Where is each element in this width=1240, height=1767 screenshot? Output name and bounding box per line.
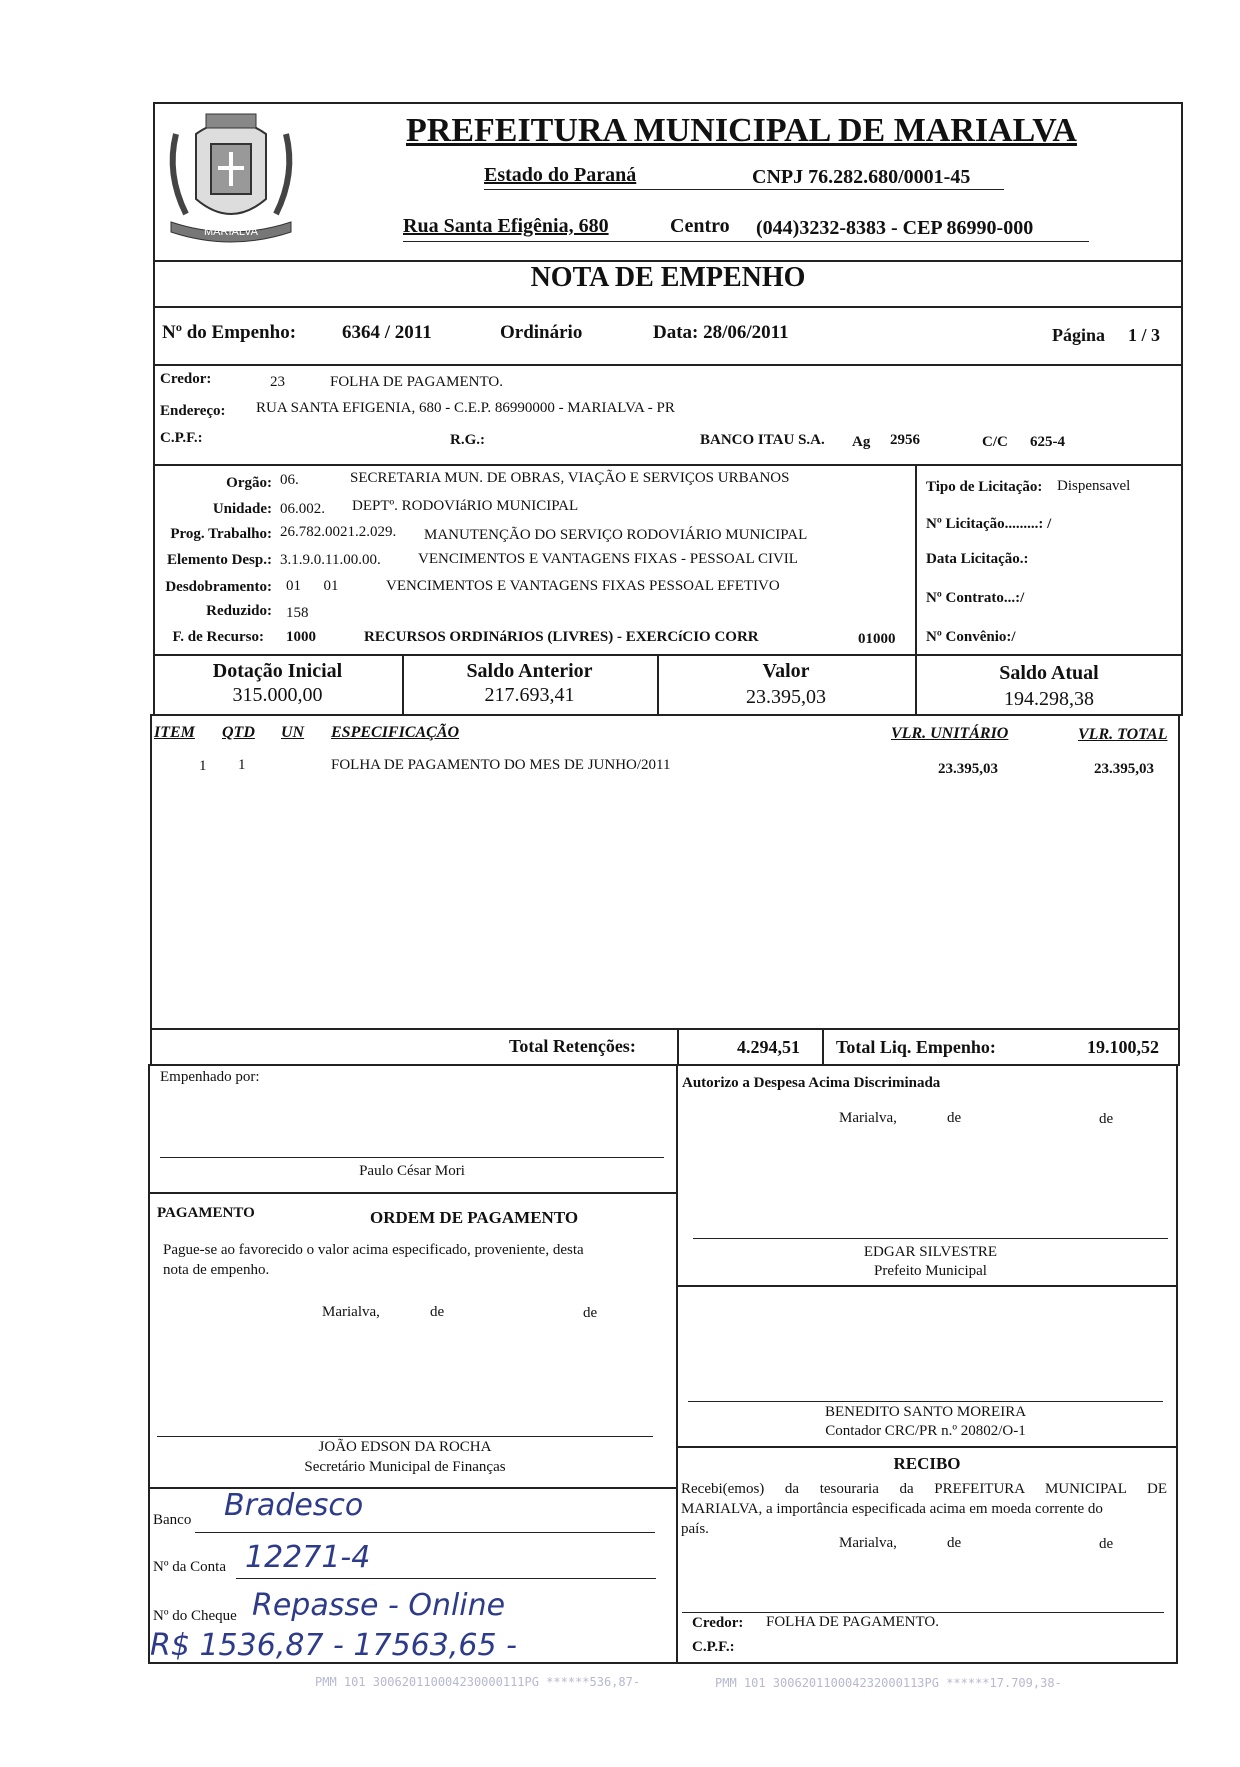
- recibo-texto-2: MARIALVA, a importância especificada acima em moeda corrente do: [681, 1501, 1103, 1517]
- unidade-code: 06.002.: [280, 501, 325, 517]
- convenio-number: Nº Convênio:/: [926, 629, 1016, 645]
- elemento: VENCIMENTOS E VANTAGENS FIXAS - PESSOAL CIVIL: [418, 551, 798, 567]
- recibo-de-2: de: [1099, 1536, 1114, 1552]
- bank-name: BANCO ITAU S.A.: [700, 432, 825, 448]
- recibo-local: Marialva,: [839, 1535, 897, 1551]
- col-item: ITEM: [154, 724, 195, 741]
- recibo-credor-label: Credor:: [692, 1615, 744, 1631]
- authentication-stamp-right: PMM 101 300620110004232000113PG ******17.709,38-: [715, 1676, 1062, 1690]
- desdobramento-code: 01 01: [286, 578, 339, 594]
- extra-handwritten: R$ 1536,87 - 17563,65 -: [150, 1628, 517, 1663]
- phone-cep: (044)3232-8383 - CEP 86990-000: [756, 217, 1034, 239]
- credor-label: Credor:: [160, 371, 212, 387]
- unidade: DEPTº. RODOVIáRIO MUNICIPAL: [352, 498, 579, 514]
- endereco-label: Endereço:: [160, 403, 226, 419]
- pagamento-nome: JOÃO EDSON DA ROCHA: [318, 1439, 492, 1455]
- retencoes-value: 4.294,51: [737, 1037, 800, 1057]
- page-number: 1 / 3: [1128, 325, 1161, 345]
- banco-handwritten: Bradesco: [224, 1488, 364, 1523]
- cc-number: 625-4: [1030, 434, 1065, 450]
- saldo-anterior-label: Saldo Anterior: [466, 660, 593, 682]
- state-label: Estado do Paraná: [484, 164, 637, 186]
- licitacao-date: Data Licitação.:: [926, 551, 1029, 567]
- recibo-label: RECIBO: [893, 1454, 961, 1473]
- col-unit: VLR. UNITÁRIO: [891, 725, 1009, 742]
- municipality-title: PREFEITURA MUNICIPAL DE MARIALVA: [406, 112, 1077, 149]
- unidade-label: Unidade:: [212, 501, 272, 517]
- recurso-label: F. de Recurso:: [172, 629, 264, 645]
- licitacao-type: Dispensavel: [1057, 478, 1131, 494]
- conta-handwritten: 12271-4: [245, 1540, 371, 1575]
- saldo-atual: 194.298,38: [1004, 688, 1094, 710]
- cheque-label: Nº do Cheque: [153, 1608, 237, 1624]
- pagamento-cargo: Secretário Municipal de Finanças: [304, 1459, 506, 1475]
- cc-label: C/C: [982, 434, 1008, 450]
- row-item: 1: [199, 758, 207, 774]
- ordem-pagamento: ORDEM DE PAGAMENTO: [370, 1208, 579, 1227]
- contrato-number: Nº Contrato...:/: [926, 590, 1025, 606]
- empenho-type: Ordinário: [500, 322, 583, 343]
- retencoes-label: Total Retenções:: [509, 1036, 636, 1056]
- prog-code: 26.782.0021.2.029.: [280, 524, 397, 540]
- municipal-crest-icon: [156, 104, 306, 254]
- col-qtd: QTD: [222, 724, 255, 741]
- orgao-code: 06.: [280, 472, 299, 488]
- licitacao-type-label: Tipo de Licitação:: [926, 479, 1043, 495]
- credor-name: FOLHA DE PAGAMENTO.: [330, 374, 503, 390]
- desdobramento: VENCIMENTOS E VANTAGENS FIXAS PESSOAL EFETIVO: [386, 578, 780, 594]
- liquido-label: Total Liq. Empenho:: [836, 1037, 996, 1057]
- crest-text: MARIALVA: [204, 226, 258, 238]
- col-total: VLR. TOTAL: [1078, 726, 1168, 743]
- recurso: RECURSOS ORDINáRIOS (LIVRES) - EXERCíCIO CORR: [364, 629, 759, 645]
- contador-nome: BENEDITO SANTO MOREIRA: [824, 1404, 1027, 1420]
- autorizo-local: Marialva,: [839, 1110, 897, 1126]
- address: Rua Santa Efigênia, 680: [403, 215, 609, 237]
- orgao-label: Orgão:: [226, 475, 272, 491]
- ag-number: 2956: [890, 432, 920, 448]
- doc-title: NOTA DE EMPENHO: [530, 262, 806, 293]
- autorizo-de-1: de: [947, 1110, 962, 1126]
- recurso-number: 01000: [858, 631, 896, 647]
- empenhado-nome: Paulo César Mori: [359, 1163, 465, 1179]
- pagamento-texto-1: Pague-se ao favorecido o valor acima especificado, proveniente, desta: [163, 1242, 584, 1258]
- row-unit: 23.395,03: [938, 761, 998, 777]
- district: Centro: [670, 215, 730, 237]
- prefeito-nome: EDGAR SILVESTRE: [863, 1244, 998, 1260]
- recurso-code: 1000: [286, 629, 316, 645]
- contador-cargo: Contador CRC/PR n.º 20802/O-1: [825, 1423, 1026, 1439]
- dotacao-inicial-label: Dotação Inicial: [212, 660, 343, 682]
- banco-label: Banco: [153, 1512, 192, 1528]
- prog-label: Prog. Trabalho:: [170, 526, 272, 542]
- valor-label: Valor: [762, 660, 810, 682]
- pagamento-label: PAGAMENTO: [157, 1205, 255, 1221]
- empenho-number-label: Nº do Empenho:: [162, 322, 297, 343]
- conta-label: Nº da Conta: [153, 1559, 226, 1575]
- row-espec: FOLHA DE PAGAMENTO DO MES DE JUNHO/2011: [331, 757, 671, 773]
- liquido-value: 19.100,52: [1087, 1037, 1159, 1057]
- desdobramento-label: Desdobramento:: [165, 579, 272, 595]
- totals-box: [150, 1028, 1180, 1066]
- autorizo-de-2: de: [1099, 1111, 1114, 1127]
- recibo-de-1: de: [947, 1535, 962, 1551]
- col-espec: ESPECIFICAÇÃO: [331, 724, 460, 741]
- row-total: 23.395,03: [1094, 761, 1154, 777]
- pagamento-local: Marialva,: [322, 1304, 380, 1320]
- orgao: SECRETARIA MUN. DE OBRAS, VIAÇÃO E SERVIÇOS URBANOS: [350, 470, 790, 486]
- empenho-date: Data: 28/06/2011: [653, 322, 789, 343]
- page-label: Página: [1052, 325, 1106, 345]
- empenho-number: 6364 / 2011: [342, 322, 432, 343]
- ag-label: Ag: [852, 434, 871, 450]
- elemento-code: 3.1.9.0.11.00.00.: [280, 552, 381, 568]
- cnpj: CNPJ 76.282.680/0001-45: [752, 166, 971, 188]
- row-qtd: 1: [238, 757, 246, 773]
- recibo-texto-1: Recebi(emos) da tesouraria da PREFEITURA MUNICIPAL DE: [681, 1481, 1167, 1497]
- credor-code: 23: [270, 374, 285, 390]
- cheque-handwritten: Repasse - Online: [252, 1588, 506, 1623]
- pagamento-de-1: de: [430, 1304, 445, 1320]
- dotacao-inicial: 315.000,00: [232, 684, 323, 706]
- valor: 23.395,03: [746, 686, 826, 708]
- cpf-label: C.P.F.:: [160, 430, 203, 446]
- saldo-atual-label: Saldo Atual: [999, 662, 1099, 684]
- empenhado-label: Empenhado por:: [160, 1069, 260, 1085]
- recibo-cpf-label: C.P.F.:: [692, 1639, 735, 1655]
- licitacao-number: Nº Licitação.........: /: [926, 516, 1052, 532]
- pagamento-de-2: de: [583, 1305, 598, 1321]
- pagamento-texto-2: nota de empenho.: [163, 1262, 270, 1278]
- reduzido: 158: [286, 605, 309, 621]
- col-un: UN: [281, 724, 305, 741]
- prog: MANUTENÇÃO DO SERVIÇO RODOVIÁRIO MUNICIPAL: [424, 527, 808, 543]
- prefeito-cargo: Prefeito Municipal: [874, 1263, 987, 1279]
- endereco: RUA SANTA EFIGENIA, 680 - C.E.P. 86990000 - MARIALVA - PR: [256, 400, 675, 416]
- recibo-texto-3: país.: [681, 1521, 709, 1537]
- authentication-stamp-left: PMM 101 300620110004230000111PG ******536,87-: [315, 1675, 641, 1689]
- rg-label: R.G.:: [450, 432, 485, 448]
- saldo-anterior: 217.693,41: [484, 684, 575, 706]
- autorizo-label: Autorizo a Despesa Acima Discriminada: [682, 1075, 941, 1091]
- elemento-label: Elemento Desp.:: [167, 552, 272, 568]
- recibo-credor: FOLHA DE PAGAMENTO.: [766, 1614, 939, 1630]
- reduzido-label: Reduzido:: [206, 603, 272, 619]
